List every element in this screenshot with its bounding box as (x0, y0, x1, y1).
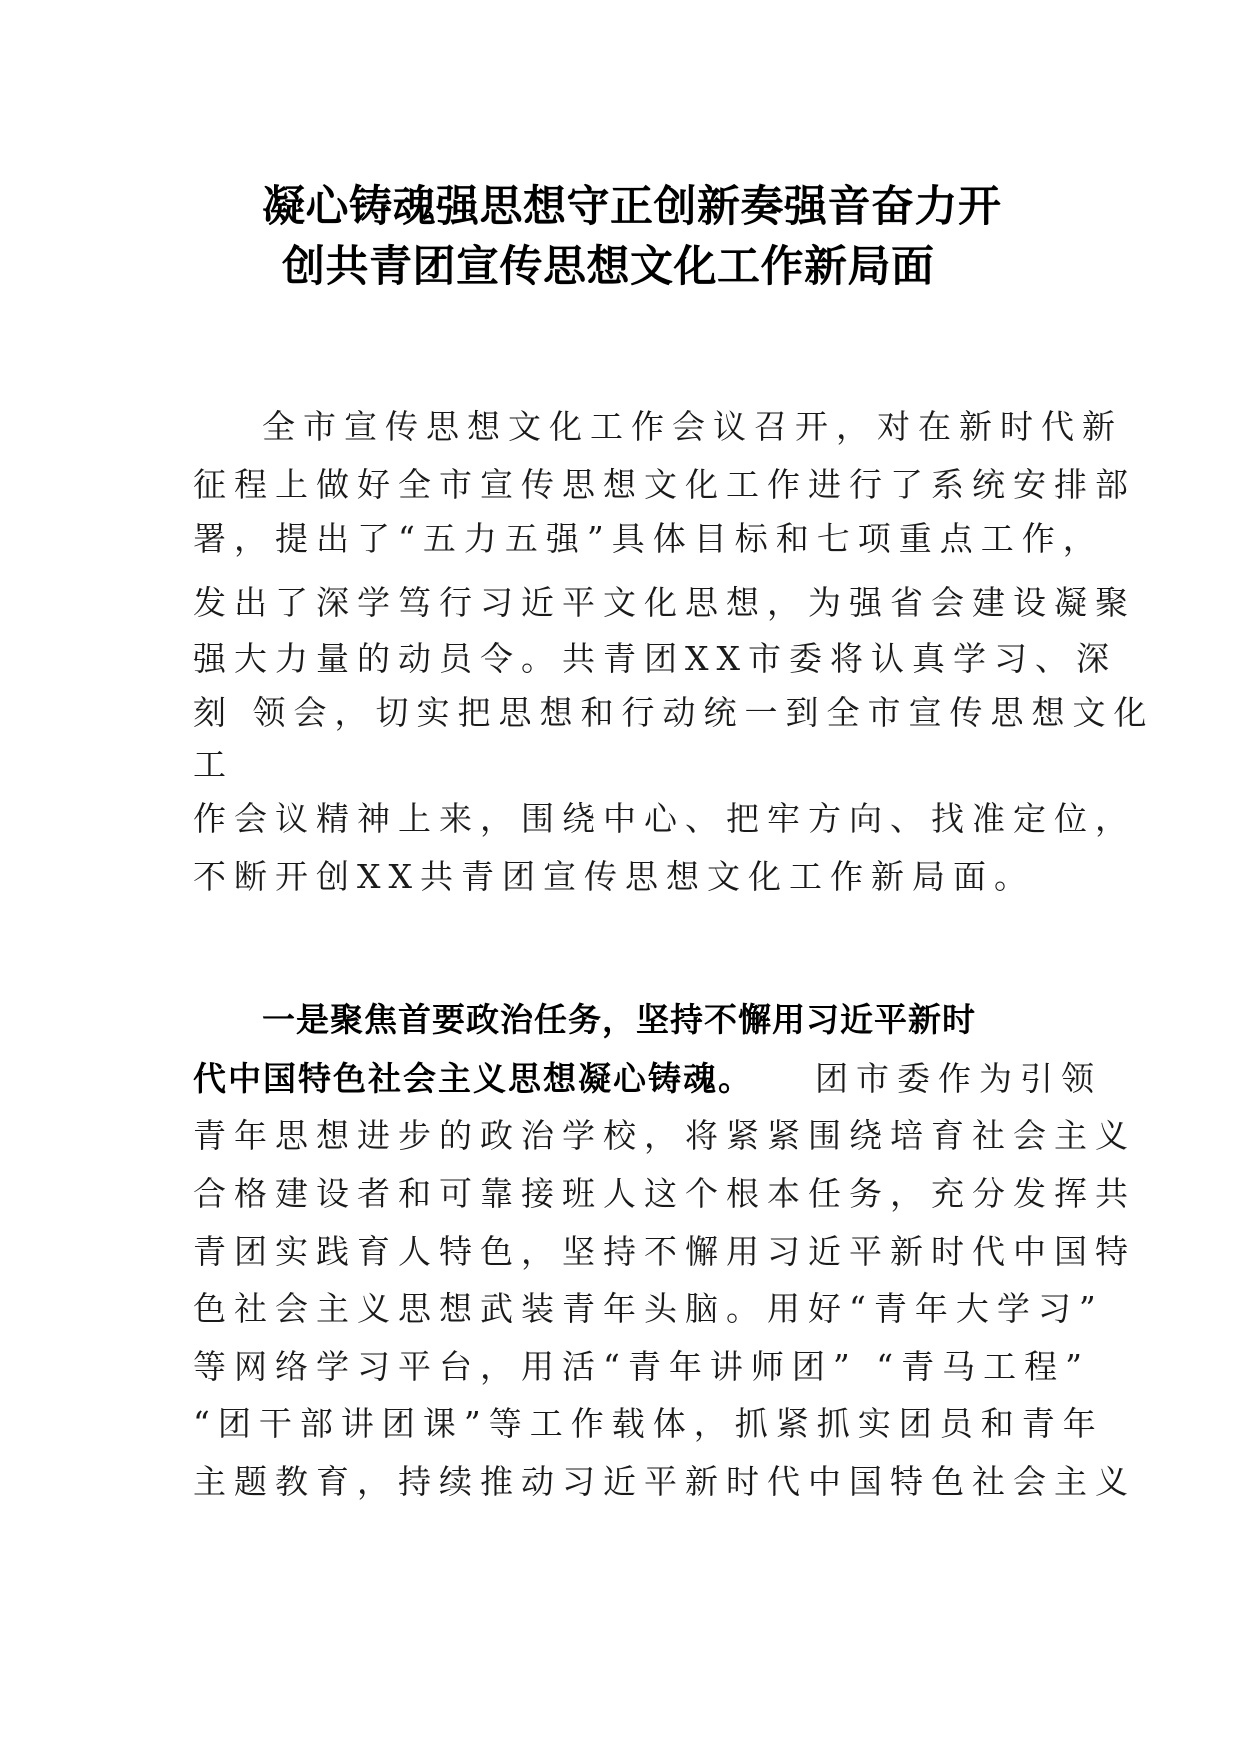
intro-line: 发出了深学笃行习近平文化思想，为强省会建设凝聚 (193, 583, 1136, 622)
intro-line: 署，提出了“五力五强”具体目标和七项重点工作， (193, 519, 1104, 558)
section-1-heading-line-2: 代中国特色社会主义思想凝心铸魂。 (193, 1059, 753, 1098)
section-1-mixed-line (193, 1059, 1102, 1098)
section-1-line: 青年思想进步的政治学校，将紧紧围绕培育社会主义 (193, 1116, 1136, 1155)
intro-line: 作会议精神上来，围绕中心、把牢方向、找准定位， (193, 799, 1136, 838)
document-title-line-1: 凝心铸魂强思想守正创新奏强音奋力开 (262, 182, 1002, 232)
intro-line: 征程上做好全市宣传思想文化工作进行了系统安排部 (193, 465, 1136, 504)
section-1-line: 色社会主义思想武装青年头脑。用好“青年大学习” (193, 1289, 1104, 1328)
intro-line: 全市宣传思想文化工作会议召开，对在新时代新 (262, 407, 1123, 446)
section-1-line: 等网络学习平台，用活“青年讲师团” “青马工程” (193, 1347, 1090, 1386)
document-title-line-2: 创共青团宣传思想文化工作新局面 (282, 242, 935, 292)
section-1-heading-line-1: 一是聚焦首要政治任务，坚持不懈用习近平新时 (262, 1000, 976, 1039)
section-1-line: 青团实践育人特色，坚持不懈用习近平新时代中国特 (193, 1232, 1136, 1271)
intro-line: 工 (193, 745, 234, 784)
intro-line: 不断开创XX共青团宣传思想文化工作新局面。 (193, 857, 1035, 896)
intro-line: 强大力量的动员令。共青团XX市委将认真学习、深 (193, 639, 1117, 678)
section-1-line: “团干部讲团课”等工作载体，抓紧抓实团员和青年 (193, 1404, 1104, 1443)
section-1-line: 主题教育，持续推动习近平新时代中国特色社会主义 (193, 1462, 1136, 1501)
section-1-line: 合格建设者和可靠接班人这个根本任务，充分发挥共 (193, 1174, 1136, 1213)
section-1-body-start: 团市委作为引领 (815, 1059, 1102, 1098)
intro-line: 刻 领会，切实把思想和行动统一到全市宣传思想文化 (193, 693, 1155, 732)
